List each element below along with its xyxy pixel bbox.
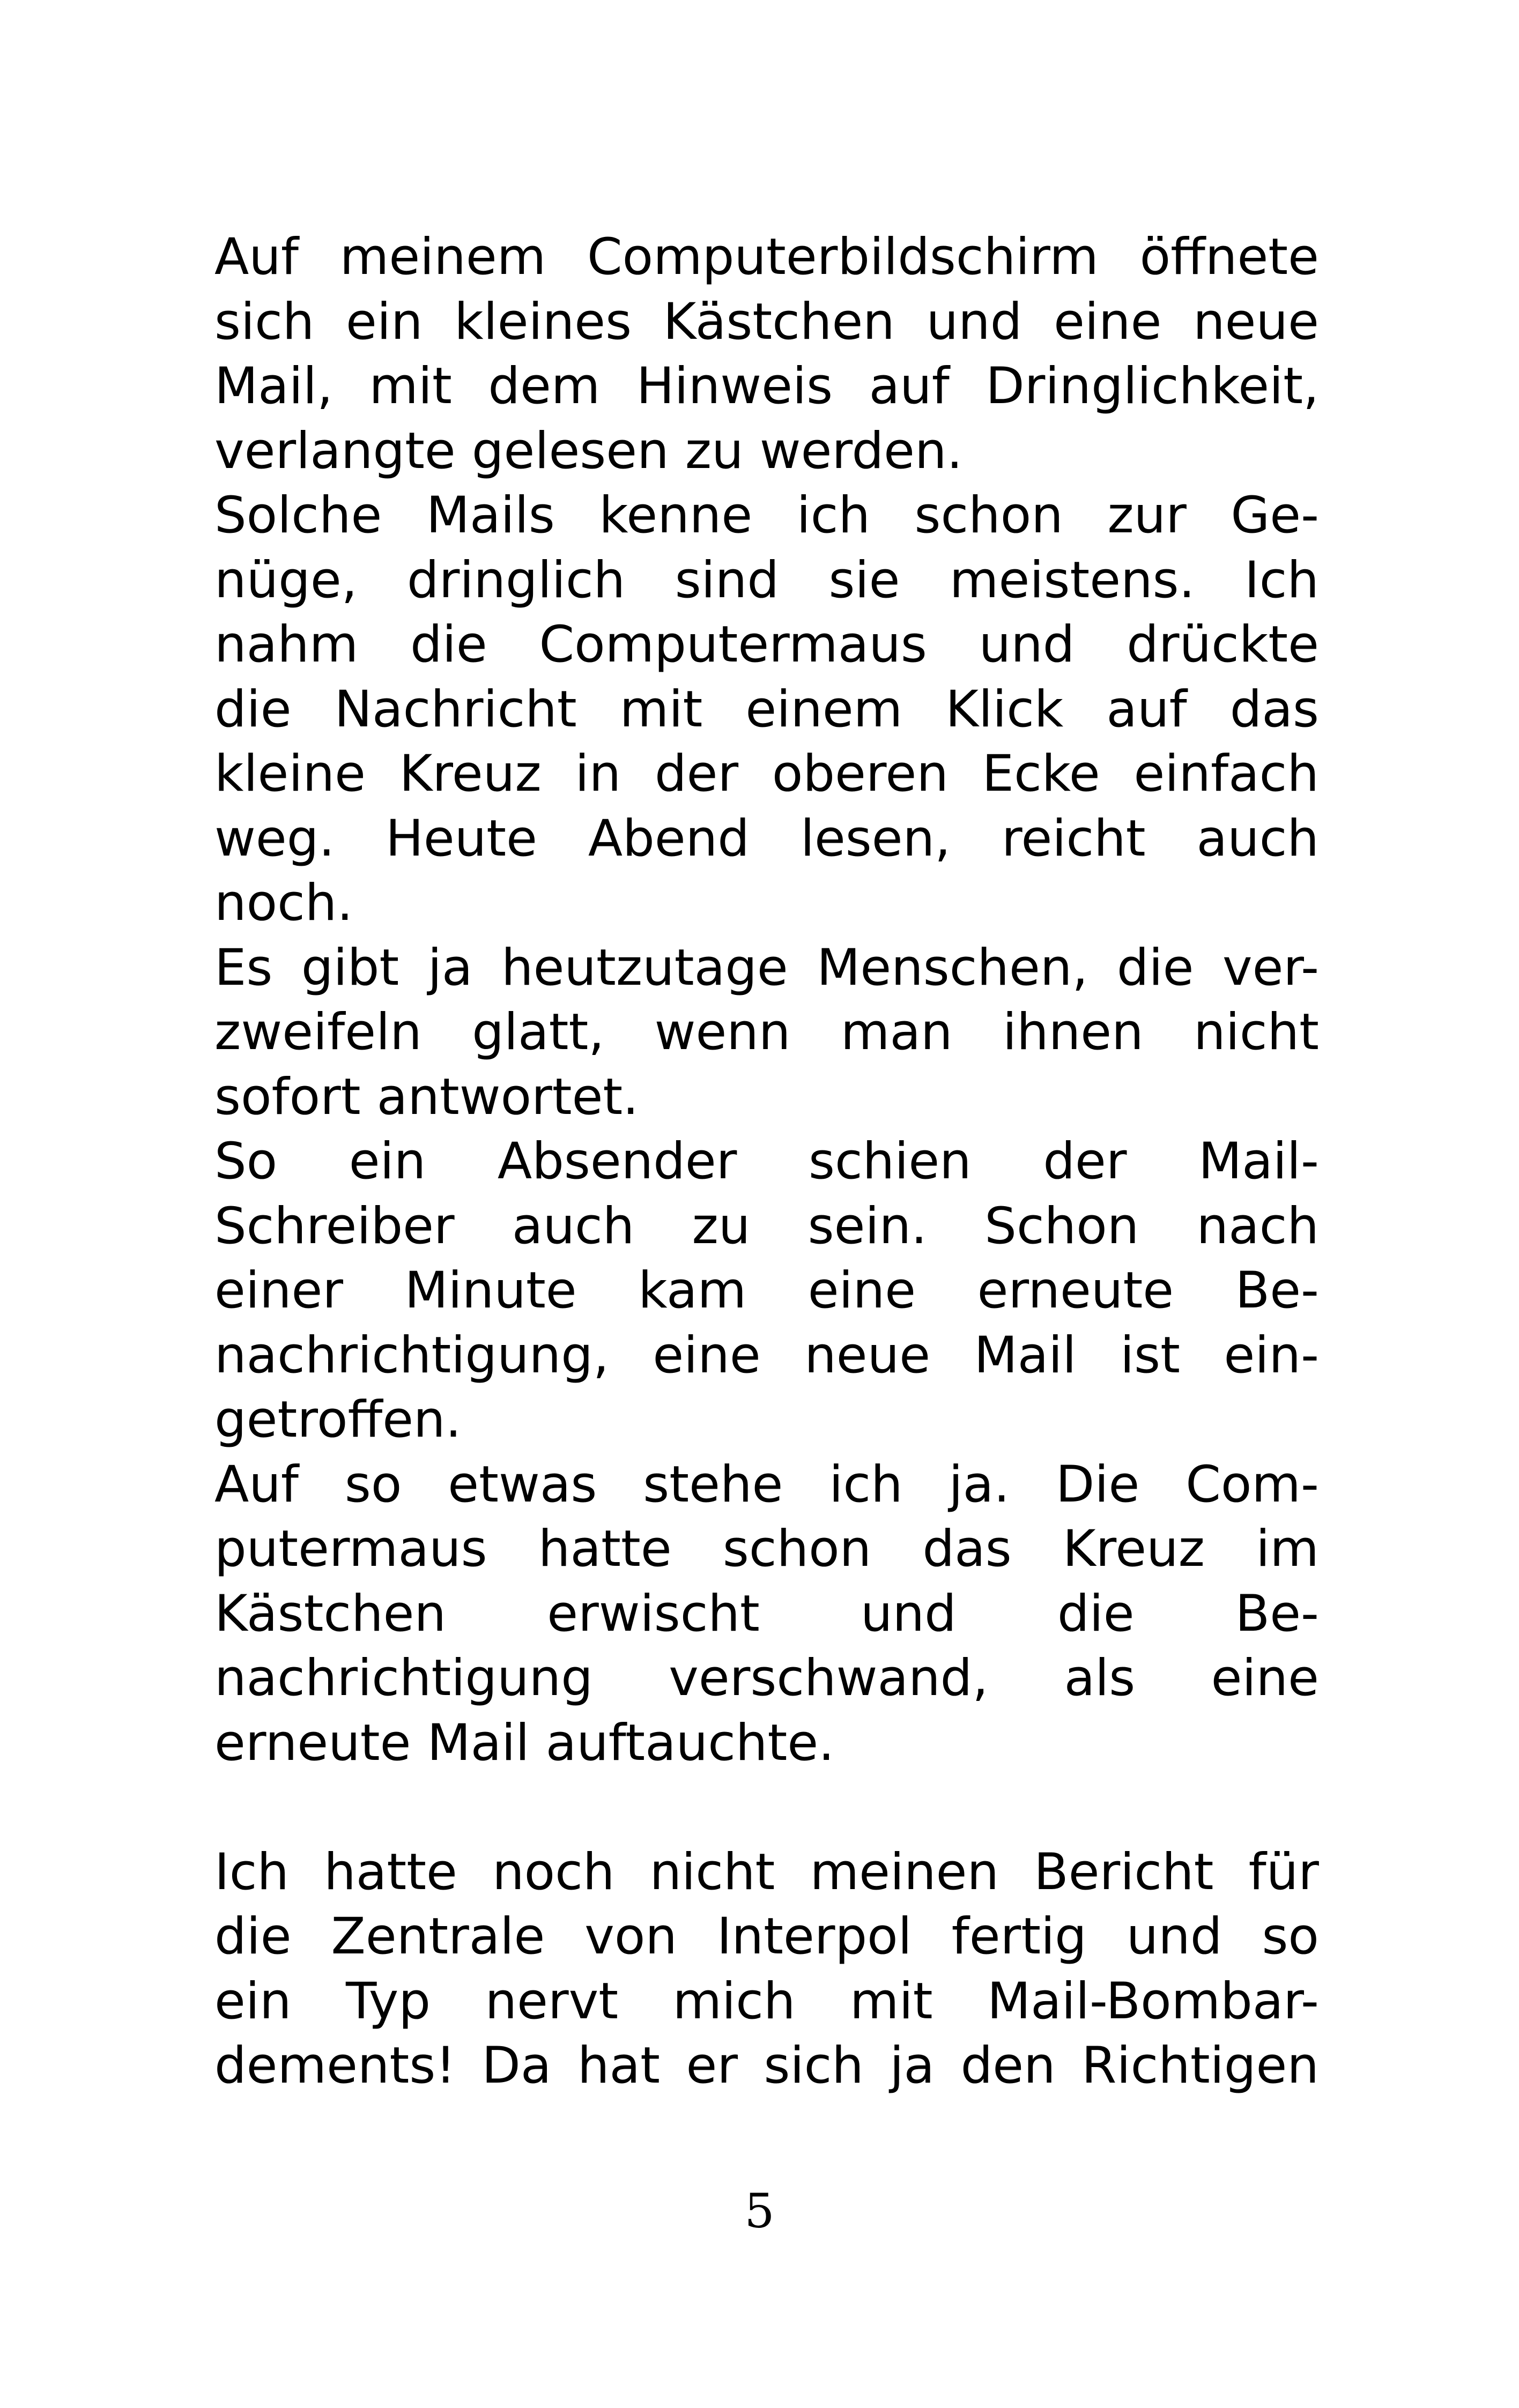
paragraph <box>214 484 1319 936</box>
text-line: einer Minute kam eine erneute Be- <box>214 1261 1319 1320</box>
text-line: noch. <box>214 874 353 932</box>
text-line: getroffen. <box>214 1391 462 1449</box>
text-line: nachrichtigung, eine neue Mail ist ein- <box>214 1326 1319 1385</box>
page-number: 5 <box>744 2183 775 2239</box>
text-line: Auf meinem Computerbildschirm öffnete <box>214 228 1319 286</box>
text-line: verlangte gelesen zu werden. <box>214 421 963 480</box>
text-line: nüge, dringlich sind sie meistens. Ich <box>214 551 1319 610</box>
text-line: Auf so etwas stehe ich ja. Die Com- <box>214 1455 1319 1514</box>
text-line: Es gibt ja heutzutage Menschen, die ver- <box>214 938 1319 997</box>
text-line: ein Typ nervt mich mit Mail-Bombar- <box>214 1972 1319 2031</box>
text-line: nahm die Computermaus und drückte <box>214 615 1319 674</box>
text-line: sofort antwortet. <box>214 1067 639 1126</box>
text-line: So ein Absender schien der Mail- <box>214 1132 1319 1191</box>
text-line: Kästchen erwischt und die Be- <box>214 1584 1319 1643</box>
text-line: die Nachricht mit einem Klick auf das <box>214 680 1319 739</box>
text-line: sich ein kleines Kästchen und eine neue <box>214 292 1319 351</box>
text-line: weg. Heute Abend lesen, reicht auch <box>214 809 1319 868</box>
paragraph <box>214 1453 1319 1776</box>
paragraph-spacer <box>214 1775 1319 1840</box>
text-line: Mail, mit dem Hinweis auf Dringlichkeit, <box>214 357 1319 415</box>
paragraph <box>214 1840 1319 2099</box>
text-line: kleine Kreuz in der oberen Ecke einfach <box>214 745 1319 803</box>
text-line: Solche Mails kenne ich schon zur Ge- <box>214 486 1319 545</box>
text-line: dements! Da hat er sich ja den Richtigen <box>214 2037 1319 2095</box>
text-line: die Zentrale von Interpol fertig und so <box>214 1907 1319 1966</box>
body-text <box>214 225 1319 2099</box>
paragraph <box>214 936 1319 1130</box>
paragraph <box>214 225 1319 484</box>
text-line: putermaus hatte schon das Kreuz im <box>214 1520 1319 1578</box>
text-line: Ich hatte noch nicht meinen Bericht für <box>214 1842 1319 1901</box>
text-line: erneute Mail auftauchte. <box>214 1713 835 1772</box>
text-line: zweifeln glatt, wenn man ihnen nicht <box>214 1003 1319 1061</box>
paragraph <box>214 1129 1319 1453</box>
text-line: Schreiber auch zu sein. Schon nach <box>214 1196 1319 1255</box>
text-line: nachrichtigung verschwand, als eine <box>214 1649 1319 1707</box>
